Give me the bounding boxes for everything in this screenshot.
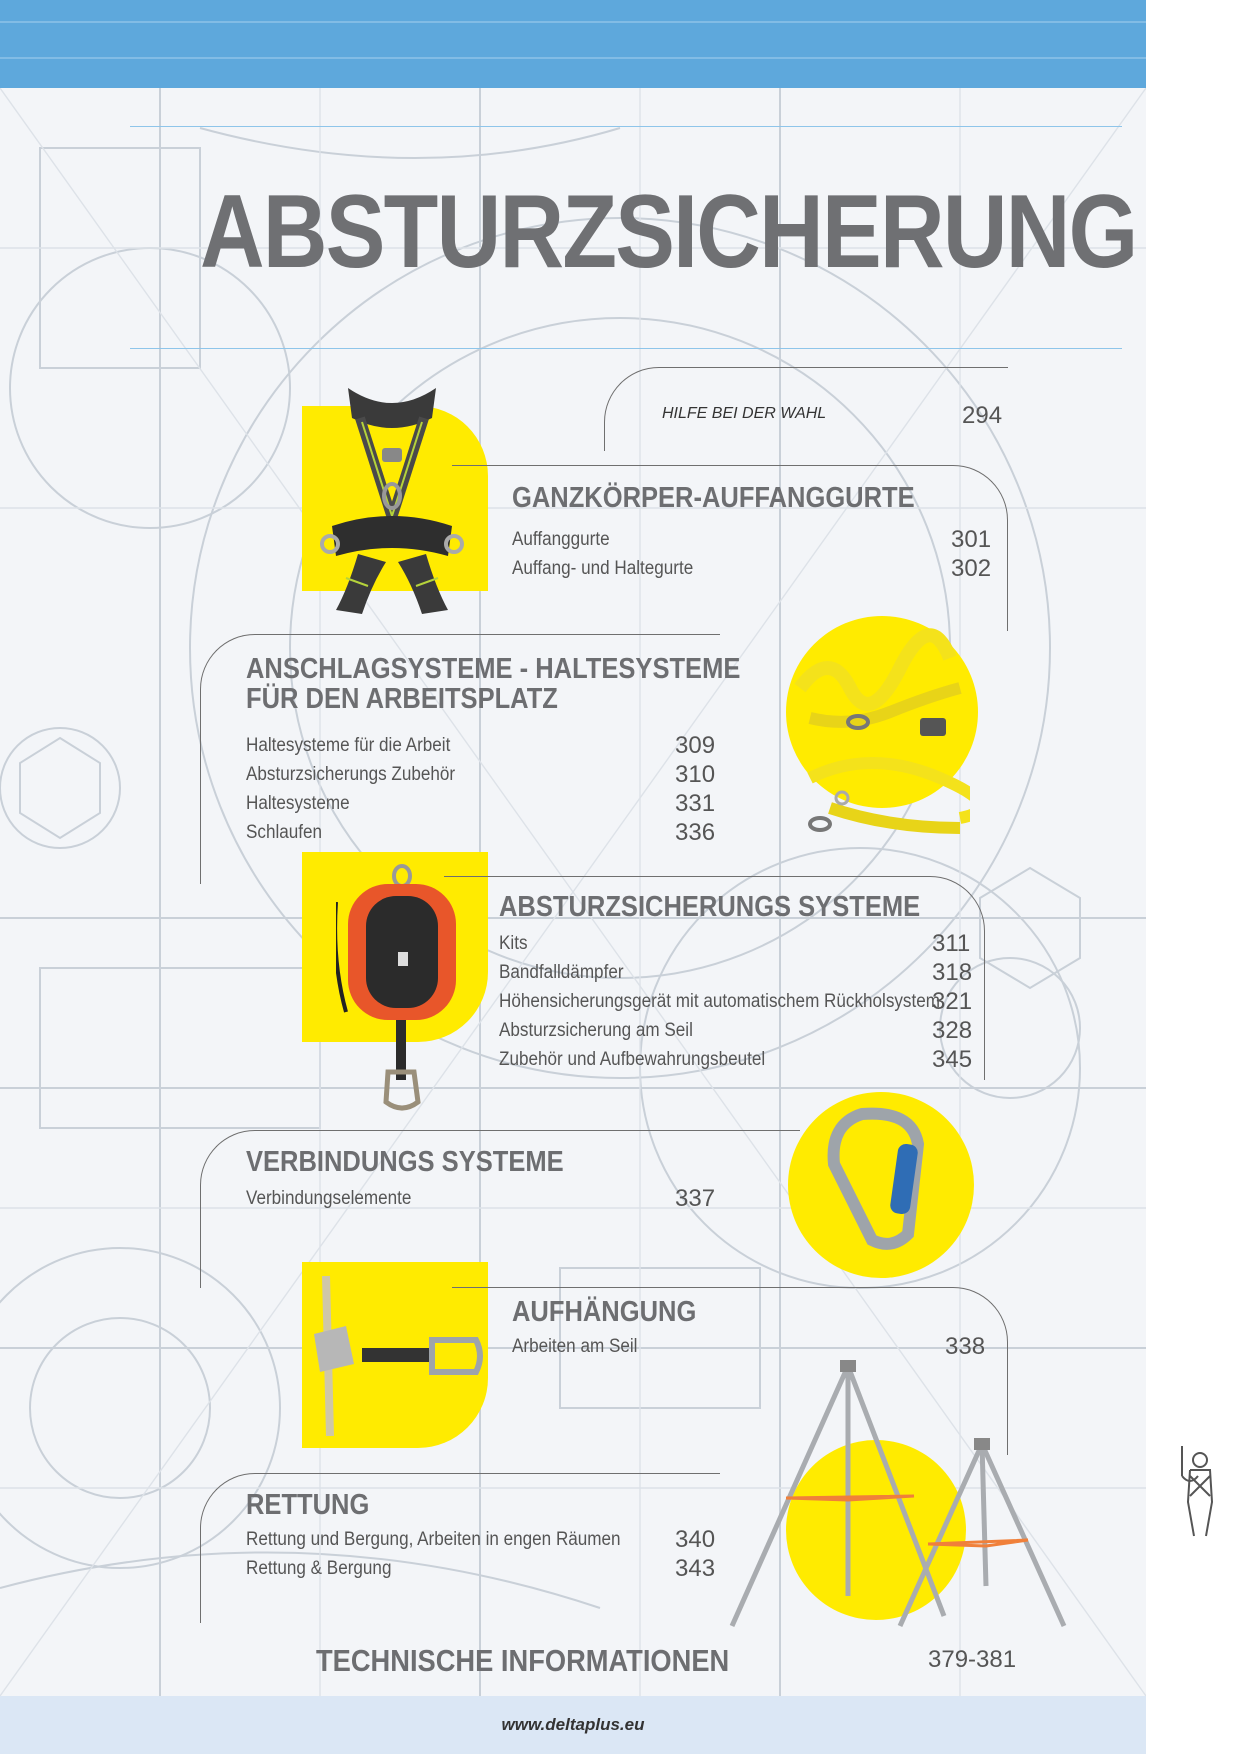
title-bottom-rule [130,348,1122,349]
help-page: 294 [962,402,1003,429]
page-number: 302 [951,555,992,582]
list-item[interactable]: Haltesysteme für die Arbeit [246,735,451,756]
list-item[interactable]: Zubehör und Aufbewahrungsbeutel [499,1049,766,1070]
page-number: 311 [932,930,971,957]
list-item[interactable]: Arbeiten am Seil [512,1336,638,1357]
list-item[interactable]: Absturzsicherungs Zubehör [246,764,456,785]
page-number: 310 [675,761,716,788]
section-title-fall-arrest-systems[interactable]: ABSTURZSICHERUNGS SYSTEME [499,891,921,923]
technical-info-title[interactable]: TECHNISCHE INFORMATIONEN [316,1643,730,1678]
list-item[interactable]: Kits [499,933,528,954]
section-title-line-1: ANSCHLAGSYSTEME - HALTESYSTEME [246,653,741,685]
section-title-line-2: FÜR DEN ARBEITSPLATZ [246,682,558,715]
list-item[interactable]: Höhensicherungsgerät mit automatischem Rückholsystem [499,991,940,1012]
list-item[interactable]: Auffanggurte [512,529,610,550]
page-number: 337 [675,1185,716,1212]
harness-product-image [308,378,476,618]
page-number: 301 [951,526,992,553]
list-item[interactable]: Verbindungselemente [246,1188,412,1209]
list-item[interactable]: Auffang- und Haltegurte [512,558,694,579]
list-item[interactable]: Haltesysteme [246,793,350,814]
header-pattern [0,0,1146,88]
section-title-suspension[interactable]: AUFHÄNGUNG [512,1296,697,1328]
help-label[interactable]: HILFE BEI DER WAHL [662,405,827,422]
technical-info-pages: 379-381 [928,1646,1017,1673]
page-number: 336 [675,819,716,846]
section-title-anchor-systems[interactable] [246,655,740,714]
page-number: 343 [675,1555,716,1582]
page-number: 338 [945,1333,986,1360]
list-item[interactable]: Absturzsicherung am Seil [499,1020,693,1041]
list-item[interactable]: Rettung und Bergung, Arbeiten in engen Räumen [246,1529,621,1550]
page-number: 328 [932,1017,973,1044]
list-item[interactable]: Bandfalldämpfer [499,962,624,983]
section-title-harnesses[interactable]: GANZKÖRPER-AUFFANGGURTE [512,482,915,514]
tripod-product-image [728,1360,1068,1630]
footer-url[interactable]: www.deltaplus.eu [501,1715,645,1734]
top-header-band [0,0,1146,88]
carabiner-product-image [822,1104,942,1254]
page-number: 309 [675,732,716,759]
section-title-rescue[interactable]: RETTUNG [246,1489,370,1521]
title-top-rule [130,126,1122,127]
page-number: 345 [932,1046,973,1073]
section-title-connection-systems[interactable]: VERBINDUNGS SYSTEME [246,1146,564,1178]
list-item[interactable]: Schlaufen [246,822,323,843]
page-number: 331 [675,790,716,817]
list-item[interactable]: Rettung & Bergung [246,1558,392,1579]
page-number: 321 [932,988,973,1015]
page-number: 340 [675,1526,716,1553]
webbing-lanyard-product-image [790,628,970,848]
page-number: 318 [932,959,973,986]
worker-harness-icon [1176,1446,1218,1538]
page-title: ABSTURZSICHERUNG [200,174,1137,290]
